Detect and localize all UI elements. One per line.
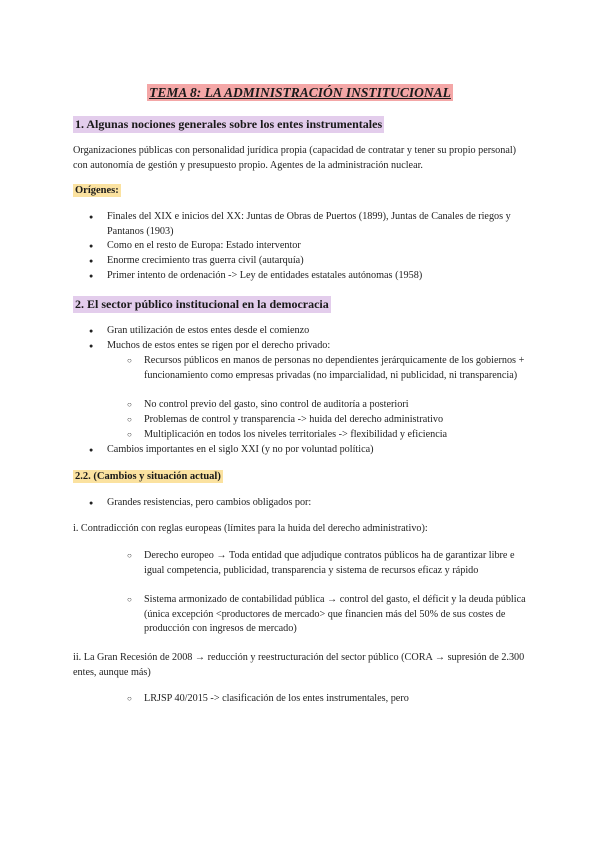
origins-item: ● Enorme crecimiento tras guerra civil (autarquía) <box>107 254 527 269</box>
origins-item: ● Finales del XIX e inicios del XX: Juntas de Obras de Puertos (1899), Juntas de Canales de riegos y Pantanos (1903) <box>107 210 527 239</box>
origins-item: ● Como en el resto de Europa: Estado interventor <box>107 239 527 254</box>
point-i-subitem: ○ Sistema armonizado de contabilidad pública → control del gasto, el déficit y la deuda pública (única excepción <productores de mercado> que financien más del 50% de sus costes de producción con ingresos de mercado) <box>144 593 529 637</box>
section-2-2-item: ● Grandes resistencias, pero cambios obligados por: <box>107 496 527 511</box>
section-2-item: ● Gran utilización de estos entes desde el comienzo <box>107 324 527 339</box>
section-2-subitem: ○ No control previo del gasto, sino control de auditoría a posteriori <box>144 398 529 413</box>
section-1-heading: 1. Algunas nociones generales sobre los entes instrumentales <box>75 117 383 131</box>
section-2-2-heading: 2.2. (Cambios y situación actual) <box>75 471 221 482</box>
origins-label: Orígenes: <box>75 185 119 196</box>
section-2-subitem: ○ Problemas de control y transparencia -> huida del derecho administrativo <box>144 413 529 428</box>
origins-item: ● Primer intento de ordenación -> Ley de entidades estatales autónomas (1958) <box>107 269 527 284</box>
page-title: TEMA 8: LA ADMINISTRACIÓN INSTITUCIONAL <box>149 85 451 100</box>
section-2-item: ● Cambios importantes en el siglo XXI (y no por voluntad política) <box>107 443 527 458</box>
point-i: i. Contradicción con reglas europeas (límites para la huida del derecho administrativo): <box>73 523 428 534</box>
point-ii-subitem: ○ LRJSP 40/2015 -> clasificación de los entes instrumentales, pero <box>144 692 529 707</box>
point-ii: ii. La Gran Recesión de 2008 → reducción y reestructuración del sector público (CORA → supresión de 2.300 entes, aunque más) <box>73 652 525 678</box>
section-2-item: ● Muchos de estos entes se rigen por el derecho privado: <box>107 339 527 354</box>
point-i-subitem: ○ Derecho europeo → Toda entidad que adjudique contratos públicos ha de garantizar libre e igual competencia, publicidad, transparencia y sistema de recursos eficaz y rápido <box>144 549 529 578</box>
section-1-paragraph: Organizaciones públicas con personalidad jurídica propia (capacidad de contratar y tener su propio personal) con autonomía de gestión y presupuesto propio. Agentes de la administración nuclear. <box>73 145 517 171</box>
section-2-subitem: ○ Recursos públicos en manos de personas no dependientes jerárquicamente de los gobiernos + funcionamiento como empresas privadas (no imparcialidad, ni publicidad, ni transparencia) <box>144 354 529 383</box>
section-2-subitem: ○ Multiplicación en todos los niveles territoriales -> flexibilidad y eficiencia <box>144 428 529 443</box>
section-2-heading: 2. El sector público institucional en la democracia <box>75 297 329 311</box>
